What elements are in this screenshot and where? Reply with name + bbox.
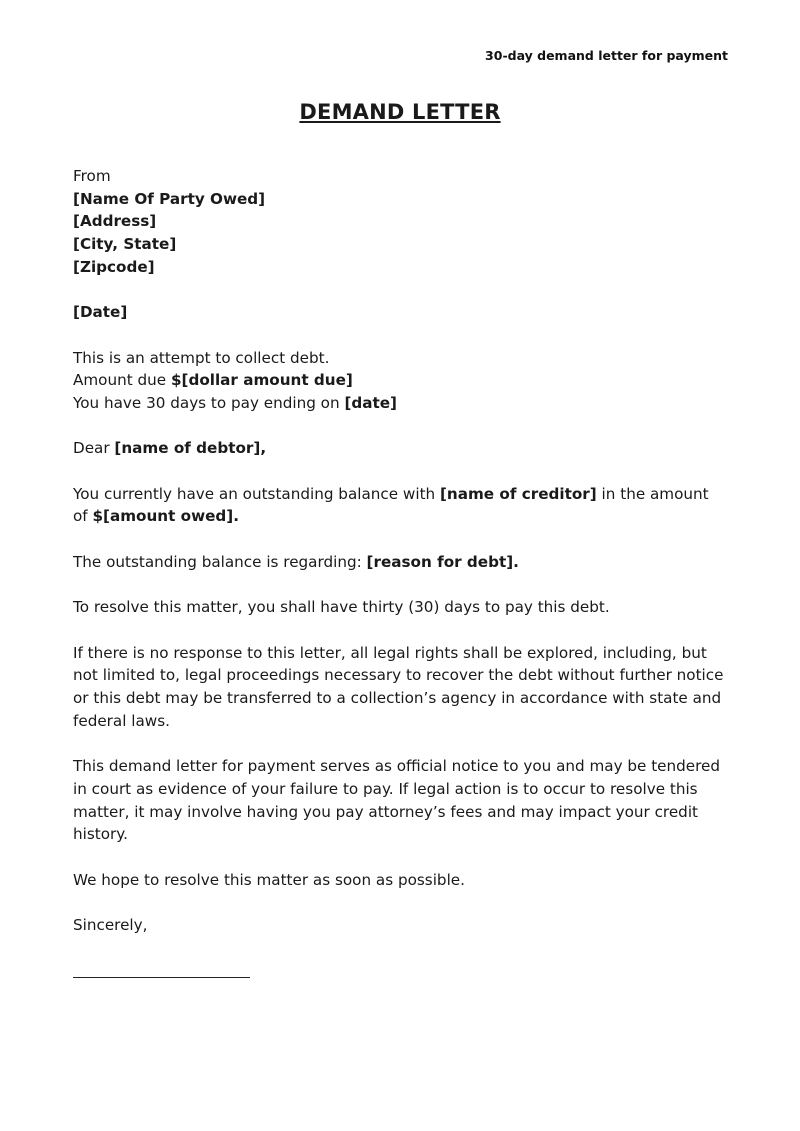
letter-body (73, 165, 728, 959)
balance-text-2: in the amount of (73, 484, 709, 526)
header-note: 30-day demand letter for payment (485, 48, 728, 63)
amount-owed: $[amount owed]. (92, 507, 240, 526)
amount-due-value: $[dollar amount due] (170, 371, 353, 390)
debtor-name: [name of debtor], (114, 439, 267, 458)
notice-block (73, 347, 728, 415)
sender-name: [Name Of Party Owed] (73, 189, 266, 208)
hope-paragraph: We hope to resolve this matter as soon as possible. (73, 870, 465, 889)
date-block (73, 301, 728, 324)
signature-line (73, 977, 250, 978)
closing: Sincerely, (73, 916, 148, 935)
evidence-paragraph: This demand letter for payment serves as official notice to you and may be tendered in court as evidence of your failure to pay. If legal action is to occur to resolve this matter, it may involve having you pay attorney’s fees and may impact your credit history. (73, 757, 720, 844)
letter-title: DEMAND LETTER (299, 100, 501, 124)
legal-paragraph: If there is no response to this letter, all legal rights shall be explored, including, but not limited to, legal proceedings necessary to recover the debt without further notice or this debt may be transferred to a collection’s agency in accordance with state and federal laws. (73, 643, 724, 730)
sender-block (73, 165, 728, 279)
days-end-date: [date] (344, 394, 398, 412)
notice-line-days (73, 392, 728, 415)
reason-label: The outstanding balance is regarding: (73, 552, 367, 571)
resolve-paragraph: To resolve this matter, you shall have thirty (30) days to pay this debt. (73, 598, 610, 617)
notice-line-amount (73, 369, 728, 392)
sender-city-state: [City, State] (73, 235, 177, 254)
reason-for-debt: [reason for debt]. (366, 552, 519, 571)
balance-paragraph (73, 483, 728, 528)
letter-date: [Date] (73, 303, 128, 322)
from-label: From (73, 167, 111, 185)
reason-paragraph (73, 551, 728, 574)
salutation (73, 437, 728, 460)
salutation-prefix: Dear (73, 439, 115, 458)
amount-due-label: Amount due (73, 371, 171, 390)
balance-text-1: You currently have an outstanding balance with (73, 484, 440, 503)
creditor-name: [name of creditor] (439, 484, 597, 503)
notice-line-collect: This is an attempt to collect debt. (73, 348, 330, 367)
sender-zipcode: [Zipcode] (73, 257, 155, 276)
sender-address: [Address] (73, 212, 157, 231)
days-label: You have 30 days to pay ending on (73, 394, 345, 412)
